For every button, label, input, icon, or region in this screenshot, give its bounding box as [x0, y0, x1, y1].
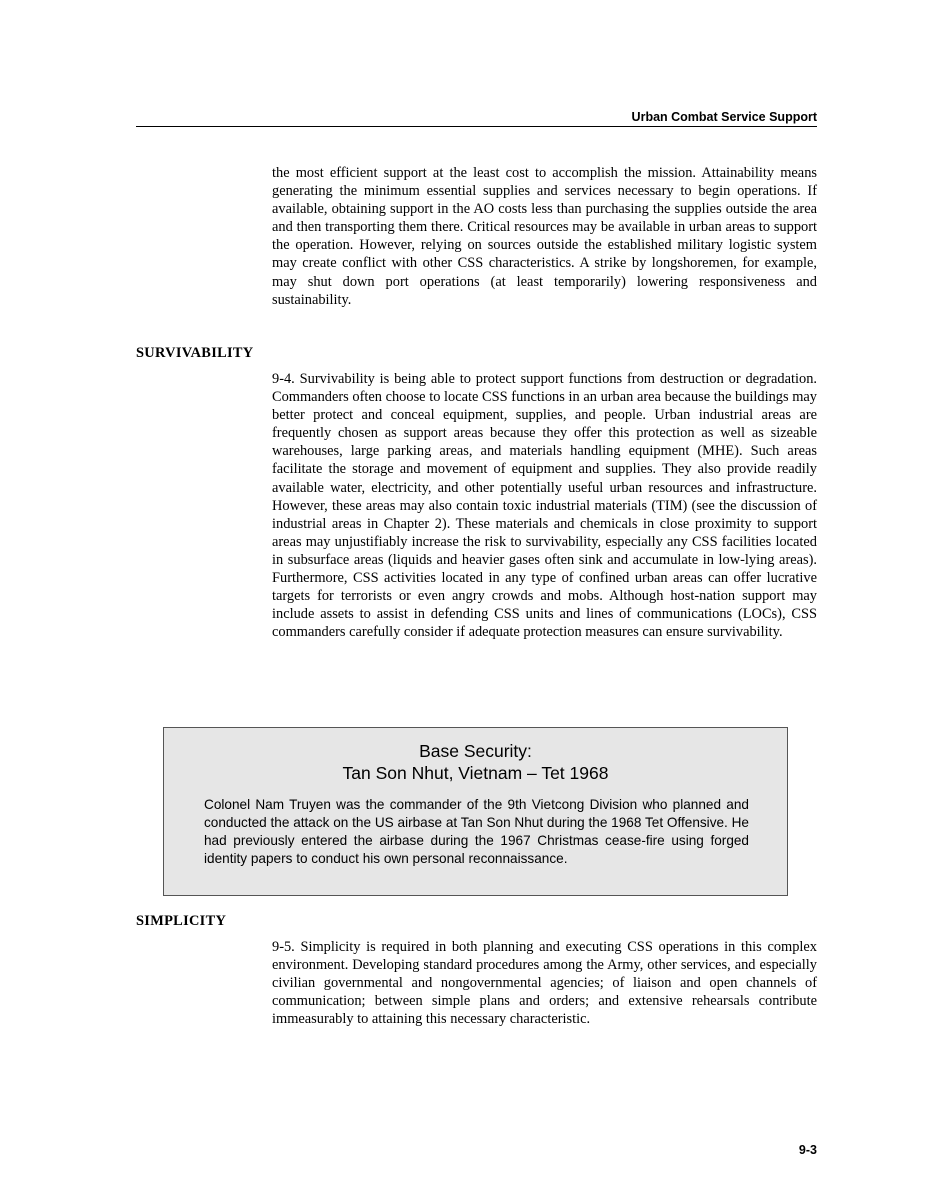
base-security-callout	[163, 727, 788, 896]
simplicity-paragraph: 9-5. Simplicity is required in both planning and executing CSS operations in this complex environment. Developing standard procedures among the Army, other services, and especially civilian governmental and nongovernmental agencies; of liaison and open channels of communication; between simple plans and orders; and extensive rehearsals contribute immeasurably to attaining this necessary characteristic.	[272, 939, 817, 1028]
simplicity-heading: SIMPLICITY	[136, 913, 227, 929]
callout-title	[164, 740, 787, 784]
survivability-paragraph: 9-4. Survivability is being able to protect support functions from destruction or degradation. Commanders often choose to locate CSS functions in an urban area because the buildings may better protect and conceal equipment, supplies, and people. Urban industrial areas are frequently chosen as support areas because they offer this protection as well as sizeable warehouses, large parking areas, and materials handling equipment (MHE). Such areas facilitate the storage and movement of equipment and supplies. They also provide readily available water, electricity, and other potentially useful urban resources and infrastructure. However, these areas may also contain toxic industrial materials (TIM) (see the discussion of industrial areas in Chapter 2). These materials and chemicals in close proximity to support areas may unjustifiably increase the risk to survivability, especially any CSS facilities located in subsurface areas (liquids and heavier gases often sink and accumulate in low-lying areas). Furthermore, CSS activities located in any type of confined urban areas can offer lucrative targets for terrorists or even angry crowds and mobs. Although host-nation support may include assets to assist in defending CSS units and lines of communications (LOCs), CSS commanders carefully consider if adequate protection measures can ensure survivability.	[272, 371, 817, 641]
page-number: 9-3	[798, 1143, 817, 1157]
chapter-title: Urban Combat Service Support	[631, 110, 817, 124]
survivability-heading: SURVIVABILITY	[136, 345, 254, 361]
callout-title-line-2: Tan Son Nhut, Vietnam – Tet 1968	[342, 763, 609, 783]
intro-paragraph: the most efficient support at the least cost to accomplish the mission. Attainability means generating the minimum essential supplies and services necessary to begin operations. If available, obtaining support in the AO costs less than purchasing the supplies outside the area and then transporting them there. Critical resources may be available in urban areas to support the operation. However, relying on sources outside the established military logistic system may create conflict with other CSS characteristics. A strike by longshoremen, for example, may shut down port operations (at least temporarily) lowering responsiveness and sustainability.	[272, 165, 817, 308]
running-header	[136, 108, 817, 127]
callout-body: Colonel Nam Truyen was the commander of the 9th Vietcong Division who planned and conducted the attack on the US airbase at Tan Son Nhut during the 1968 Tet Offensive. He had previously entered the airbase during the 1967 Christmas cease-fire using forged identity papers to conduct his own personal reconnaissance.	[204, 797, 749, 866]
callout-title-line-1: Base Security:	[419, 741, 532, 761]
